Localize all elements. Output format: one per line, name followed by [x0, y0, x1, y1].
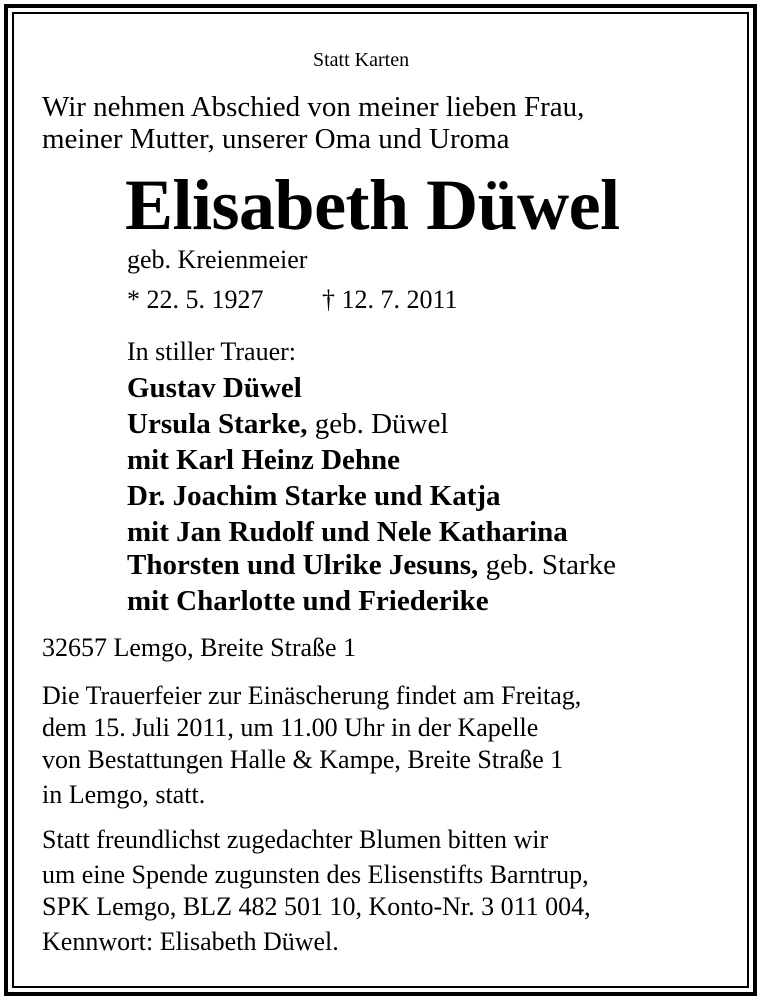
mourner-name: Ursula Starke, — [127, 408, 308, 440]
birth-date: * 22. 5. 1927 — [127, 285, 264, 314]
deceased-name: Elisabeth Düwel — [125, 165, 620, 245]
mourner-4 — [127, 482, 501, 511]
funeral-line-3: von Bestattungen Halle & Kampe, Breite Straße 1 — [42, 745, 564, 774]
address: 32657 Lemgo, Breite Straße 1 — [42, 633, 357, 662]
mourner-suffix: geb. Starke — [485, 549, 617, 581]
mourner-2 — [127, 410, 448, 439]
mourner-name: Gustav Düwel — [127, 372, 302, 404]
mourner-3 — [127, 446, 400, 475]
mourner-6 — [127, 551, 616, 580]
donation-line-3: SPK Lemgo, BLZ 482 501 10, Konto-Nr. 3 011 004, — [42, 892, 591, 921]
donation-line-4: Kennwort: Elisabeth Düwel. — [42, 927, 339, 956]
mourning-label: In stiller Trauer: — [127, 337, 296, 366]
death-date: † 12. 7. 2011 — [322, 285, 458, 314]
donation-line-2: um eine Spende zugunsten des Elisenstifts Barntrup, — [42, 860, 589, 889]
mourner-name: mit Karl Heinz Dehne — [127, 444, 401, 476]
mourner-suffix: geb. Düwel — [314, 408, 449, 440]
funeral-line-1: Die Trauerfeier zur Einäscherung findet am Freitag, — [42, 681, 582, 710]
funeral-line-4: in Lemgo, statt. — [42, 780, 206, 809]
funeral-line-2: dem 15. Juli 2011, um 11.00 Uhr in der Kapelle — [42, 713, 539, 742]
mourner-name: Dr. Joachim Starke und Katja — [127, 480, 501, 512]
mourner-name: mit Jan Rudolf und Nele Katharina — [127, 516, 568, 548]
mourner-name: Thorsten und Ulrike Jesuns, — [127, 549, 479, 581]
donation-line-1: Statt freundlichst zugedachter Blumen bitten wir — [42, 825, 549, 854]
mourner-name: mit Charlotte und Friederike — [127, 585, 489, 617]
birth-name: geb. Kreienmeier — [127, 245, 308, 274]
intro-line-1: Wir nehmen Abschied von meiner lieben Frau, — [42, 91, 585, 123]
mourner-7 — [127, 587, 489, 616]
header-text: Statt Karten — [313, 49, 410, 71]
mourner-5 — [127, 518, 568, 547]
intro-line-2: meiner Mutter, unserer Oma und Uroma — [42, 123, 510, 155]
mourner-1 — [127, 374, 302, 403]
